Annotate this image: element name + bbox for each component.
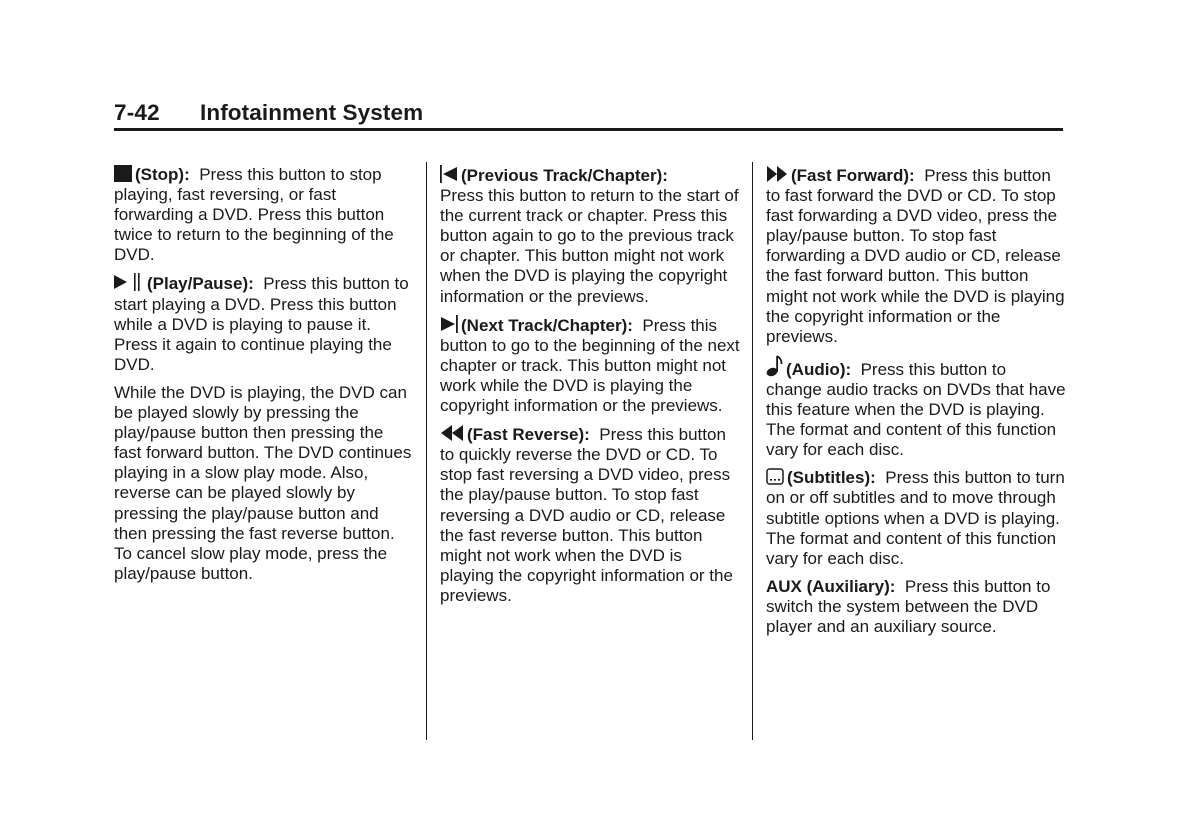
previous-track-icon (440, 165, 458, 183)
entry-previous-track (440, 165, 740, 307)
entry-text: Press this button to stop playing, fast reversing, or fast forwarding a DVD. Press this button twice to return to the beginning of the DVD. (114, 165, 394, 265)
entry-term: (Subtitles): (787, 468, 876, 488)
entry-fast-forward (766, 165, 1066, 347)
stop-icon (114, 165, 132, 182)
section-title: Infotainment System (200, 100, 424, 125)
header-rule (114, 128, 1063, 131)
column-divider (752, 162, 753, 740)
entry-term: AUX (Auxiliary): (766, 576, 896, 596)
entry-next-track (440, 315, 740, 416)
fast-reverse-icon (440, 424, 464, 442)
entry-audio (766, 355, 1066, 460)
entry-fast-reverse (440, 424, 740, 606)
entry-text: Press this button to quickly reverse the DVD or CD. To stop fast reversing a DVD video, press the play/pause button. To stop fast reversing a DVD audio or CD, release the fast reverse button. This button might not work when the DVD is playing the copyright information or the previews. (440, 425, 733, 605)
subtitles-icon (766, 468, 784, 485)
entry-term: (Audio): (786, 359, 852, 379)
column-2 (440, 165, 740, 614)
entry-aux (766, 577, 1066, 637)
column-divider (426, 162, 427, 740)
entry-term: (Previous Track/Chapter): (461, 166, 668, 185)
page-number: 7-42 (114, 100, 160, 125)
entry-text: Press this button to start playing a DVD. Press this button while a DVD is playing to pause it. Press it again to continue playing the DVD. (114, 274, 409, 374)
fast-forward-icon (766, 165, 788, 183)
column-3 (766, 165, 1066, 645)
entry-text: Press this button to go to the beginning of the next chapter or track. This button might not work while the DVD is playing the copyright information or the previews. (440, 315, 740, 416)
entry-slow-play (114, 383, 414, 584)
entry-term: (Fast Forward): (791, 166, 915, 185)
entry-term: (Stop): (135, 165, 190, 184)
entry-text: Press this button to change audio tracks on DVDs that have this feature when the DVD is playing. The format and content of this function vary for each disc. (766, 359, 1066, 460)
next-track-icon (440, 315, 458, 333)
entry-text: Press this button to return to the start of the current track or chapter. Press this button again to go to the previous track or chapter. This button might not work when the DVD is playing the copyright information or the previews. (440, 186, 739, 306)
entry-subtitles (766, 468, 1066, 568)
audio-note-icon (766, 355, 783, 377)
entry-term: (Play/Pause): (147, 274, 254, 294)
entry-text: Press this button to fast forward the DVD or CD. To stop fast forwarding a DVD video, press the play/pause button. To stop fast forwarding a DVD audio or CD, release the fast forward button. This button might not work while the DVD is playing the copyright information or the previews. (766, 166, 1065, 346)
entry-play-pause (114, 273, 414, 374)
entry-text: While the DVD is playing, the DVD can be played slowly by pressing the play/pause button then pressing the fast forward button. The DVD continues playing in a slow play mode. Also, reverse can be played slowly by pressing the play/pause button and then pressing the fast reverse button. To cancel slow play mode, press the play/pause button. (114, 382, 412, 583)
entry-text: Press this button to switch the system between the DVD player and an auxiliary source. (766, 576, 1051, 636)
entry-term: (Fast Reverse): (467, 425, 590, 445)
entry-stop (114, 165, 414, 265)
entry-text: Press this button to turn on or off subtitles and to move through subtitle options when a DVD is playing. The format and content of this function vary for each disc. (766, 468, 1065, 568)
column-1 (114, 165, 414, 592)
entry-term: (Next Track/Chapter): (461, 315, 633, 335)
play-pause-icon (114, 273, 144, 291)
